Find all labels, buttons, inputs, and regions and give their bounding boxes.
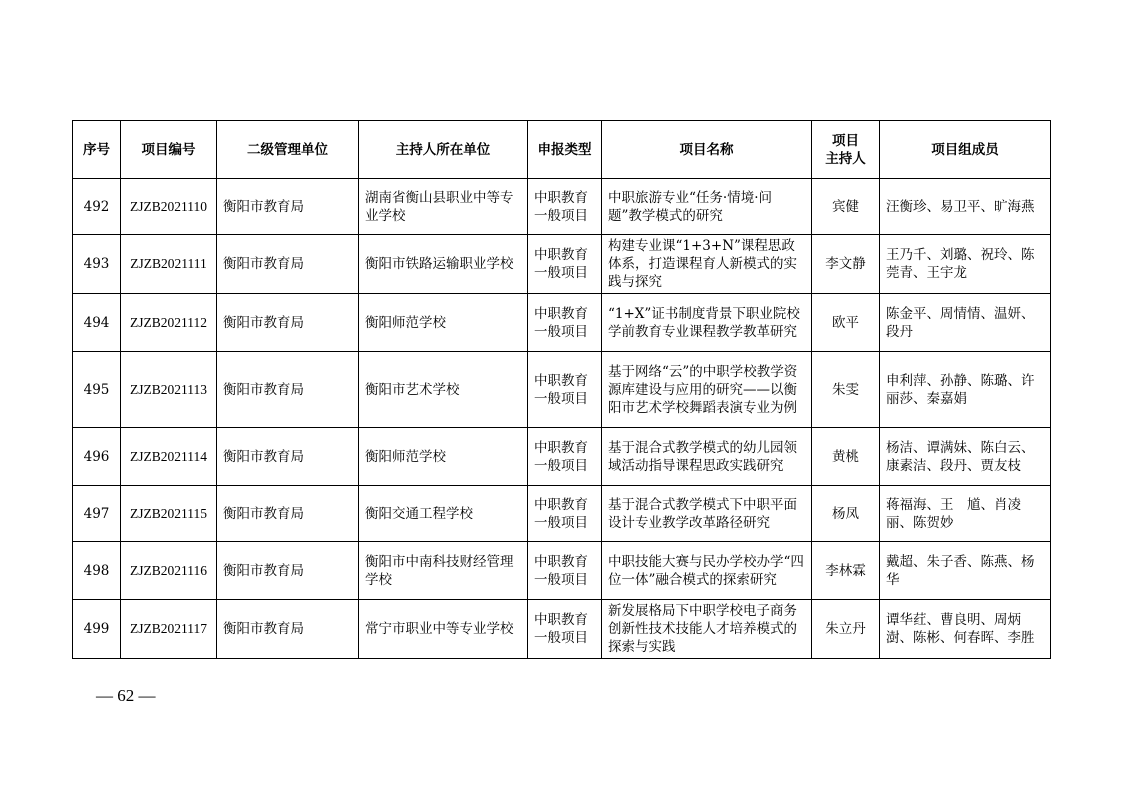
cell-mgmt: 衡阳市教育局 xyxy=(217,486,359,542)
cell-unit: 衡阳师范学校 xyxy=(359,294,528,352)
cell-code: ZJZB2021112 xyxy=(121,294,217,352)
cell-code: ZJZB2021110 xyxy=(121,179,217,235)
table-row xyxy=(73,542,1051,600)
cell-host: 欧平 xyxy=(812,294,880,352)
cell-no: 497 xyxy=(73,486,121,542)
cell-host: 朱立丹 xyxy=(812,600,880,659)
cell-mgmt: 衡阳市教育局 xyxy=(217,294,359,352)
cell-mgmt: 衡阳市教育局 xyxy=(217,352,359,428)
cell-name: 基于混合式教学模式的幼儿园领域活动指导课程思政实践研究 xyxy=(602,428,812,486)
cell-no: 496 xyxy=(73,428,121,486)
cell-code: ZJZB2021116 xyxy=(121,542,217,600)
cell-name: 基于混合式教学模式下中职平面设计专业教学改革路径研究 xyxy=(602,486,812,542)
header-cell-name: 项目名称 xyxy=(602,121,812,179)
cell-host: 李文静 xyxy=(812,235,880,294)
header-cell-mgmt: 二级管理单位 xyxy=(217,121,359,179)
table-header-row xyxy=(73,121,1051,179)
header-cell-type: 申报类型 xyxy=(528,121,602,179)
cell-unit: 衡阳市艺术学校 xyxy=(359,352,528,428)
page-number: — 62 — xyxy=(96,686,156,705)
cell-name: 中职技能大赛与民办学校办学“四位一体”融合模式的探索研究 xyxy=(602,542,812,600)
cell-host: 黄桃 xyxy=(812,428,880,486)
cell-code: ZJZB2021113 xyxy=(121,352,217,428)
cell-mgmt: 衡阳市教育局 xyxy=(217,600,359,659)
table-row xyxy=(73,486,1051,542)
cell-host: 杨凤 xyxy=(812,486,880,542)
cell-name: 中职旅游专业“任务·情境·问题”教学模式的研究 xyxy=(602,179,812,235)
table-row xyxy=(73,235,1051,294)
cell-members: 戴超、朱子香、陈燕、杨华 xyxy=(880,542,1051,600)
table-row xyxy=(73,294,1051,352)
cell-unit: 湖南省衡山县职业中等专业学校 xyxy=(359,179,528,235)
cell-members: 申利萍、孙静、陈璐、许丽莎、秦嘉娟 xyxy=(880,352,1051,428)
cell-code: ZJZB2021117 xyxy=(121,600,217,659)
cell-code: ZJZB2021111 xyxy=(121,235,217,294)
cell-name: 构建专业课“1+3+N”课程思政体系，打造课程育人新模式的实践与探究 xyxy=(602,235,812,294)
cell-host: 李林霖 xyxy=(812,542,880,600)
cell-no: 499 xyxy=(73,600,121,659)
cell-host: 朱雯 xyxy=(812,352,880,428)
cell-type: 中职教育一般项目 xyxy=(528,352,602,428)
cell-code: ZJZB2021114 xyxy=(121,428,217,486)
cell-no: 498 xyxy=(73,542,121,600)
cell-code: ZJZB2021115 xyxy=(121,486,217,542)
cell-no: 493 xyxy=(73,235,121,294)
cell-type: 中职教育一般项目 xyxy=(528,486,602,542)
cell-members: 汪衡珍、易卫平、旷海燕 xyxy=(880,179,1051,235)
table-row xyxy=(73,179,1051,235)
cell-mgmt: 衡阳市教育局 xyxy=(217,428,359,486)
cell-members: 陈金平、周情情、温妍、段丹 xyxy=(880,294,1051,352)
table-row xyxy=(73,600,1051,659)
cell-mgmt: 衡阳市教育局 xyxy=(217,235,359,294)
cell-members: 杨洁、谭满妹、陈白云、康素洁、段丹、贾友枝 xyxy=(880,428,1051,486)
cell-no: 495 xyxy=(73,352,121,428)
cell-members: 谭华荭、曹良明、周炳澍、陈彬、何春晖、李胜 xyxy=(880,600,1051,659)
cell-mgmt: 衡阳市教育局 xyxy=(217,179,359,235)
cell-unit: 衡阳市中南科技财经管理学校 xyxy=(359,542,528,600)
header-cell-members: 项目组成员 xyxy=(880,121,1051,179)
cell-name: 新发展格局下中职学校电子商务创新性技术技能人才培养模式的探索与实践 xyxy=(602,600,812,659)
cell-type: 中职教育一般项目 xyxy=(528,235,602,294)
cell-type: 中职教育一般项目 xyxy=(528,179,602,235)
header-cell-code: 项目编号 xyxy=(121,121,217,179)
cell-no: 494 xyxy=(73,294,121,352)
header-cell-unit: 主持人所在单位 xyxy=(359,121,528,179)
header-cell-no: 序号 xyxy=(73,121,121,179)
table-row xyxy=(73,352,1051,428)
header-cell-host: 项目 主持人 xyxy=(812,121,880,179)
cell-name: “1+X”证书制度背景下职业院校学前教育专业课程教学教革研究 xyxy=(602,294,812,352)
cell-unit: 常宁市职业中等专业学校 xyxy=(359,600,528,659)
cell-members: 蒋福海、王 馗、肖凌丽、陈贺妙 xyxy=(880,486,1051,542)
project-table xyxy=(72,120,1051,659)
cell-type: 中职教育一般项目 xyxy=(528,428,602,486)
cell-name: 基于网络“云”的中职学校教学资源库建设与应用的研究——以衡阳市艺术学校舞蹈表演专业为例 xyxy=(602,352,812,428)
cell-type: 中职教育一般项目 xyxy=(528,600,602,659)
cell-unit: 衡阳师范学校 xyxy=(359,428,528,486)
cell-unit: 衡阳市铁路运输职业学校 xyxy=(359,235,528,294)
cell-mgmt: 衡阳市教育局 xyxy=(217,542,359,600)
cell-members: 王乃千、刘璐、祝玲、陈莞青、王宇龙 xyxy=(880,235,1051,294)
cell-no: 492 xyxy=(73,179,121,235)
table-row xyxy=(73,428,1051,486)
cell-type: 中职教育一般项目 xyxy=(528,542,602,600)
cell-host: 宾健 xyxy=(812,179,880,235)
cell-unit: 衡阳交通工程学校 xyxy=(359,486,528,542)
cell-type: 中职教育一般项目 xyxy=(528,294,602,352)
